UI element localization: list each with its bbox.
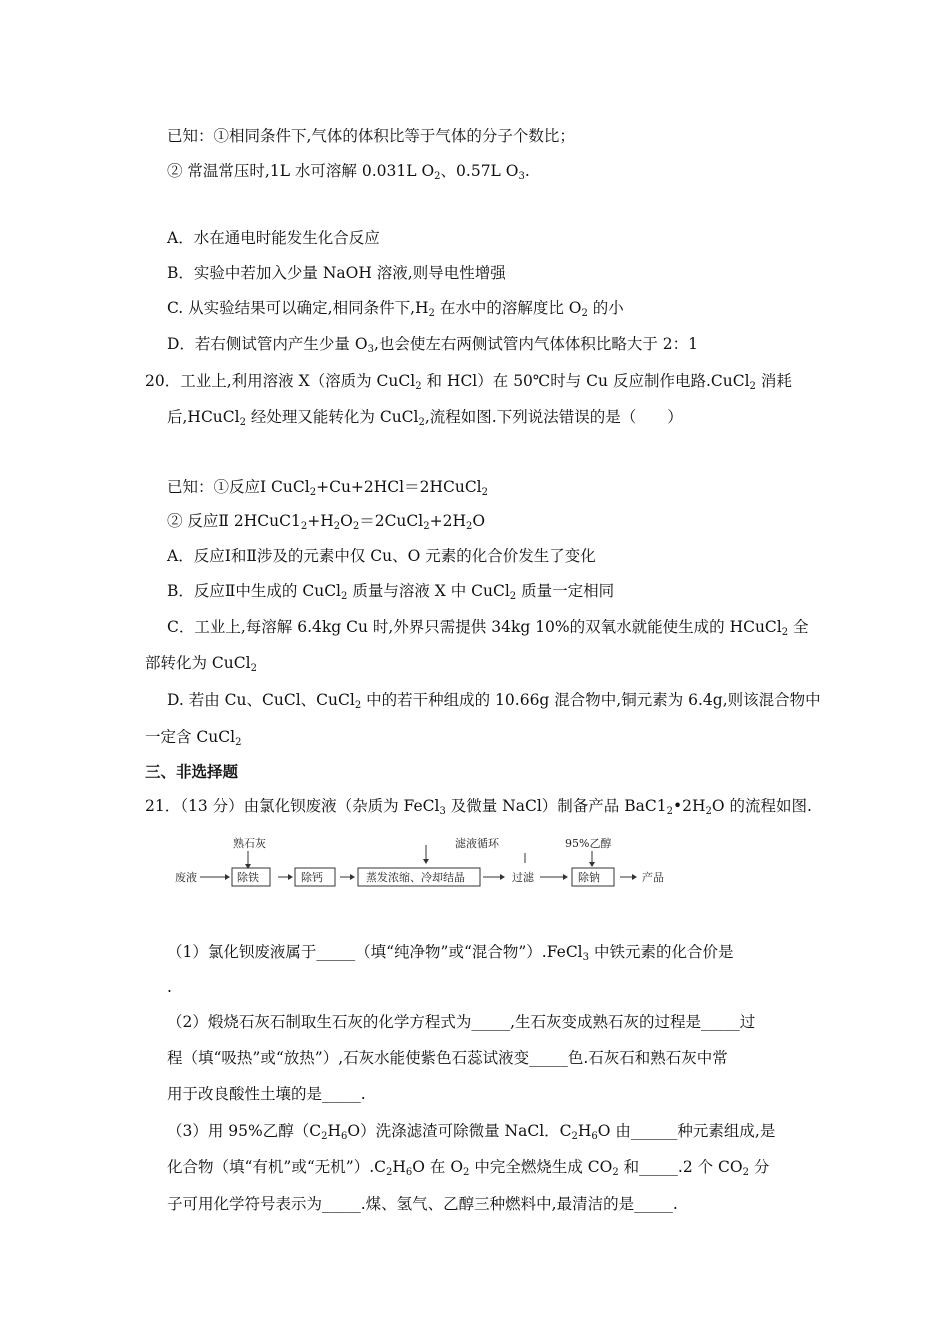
flow-step-4: 过滤 (512, 871, 534, 884)
q20-known-1: 已知：①反应Ⅰ CuCl$_2$+Cu+2HCl＝2HCuCl$_2$ (167, 478, 489, 498)
q19-option-a: A．水在通电时能发生化合反应 (167, 229, 380, 247)
flow-step-5: 除钠 (578, 871, 600, 884)
q21-part-3-line-2: 化合物（填“有机”或“无机$”).C_2H_6O$ 在 $O_2$ 中完全燃烧生成 $CO_2$ 和_____.2 个 $CO_2$ 分 (167, 1158, 770, 1178)
q21-part-2-line-2: 程（填“吸热”或“放热”）,石灰水能使紫色石蕊试液变_____色.石灰石和熟石灰中常 (167, 1049, 728, 1067)
q20-stem-line-1: 20．工业上,利用溶液 X（溶质为 CuCl$_2$ 和 HCl）在 50℃时与 Cu 反应制作电路.CuCl$_2$ 消耗 (145, 372, 792, 392)
flow-step-3: 蒸发浓缩、冷却结晶 (366, 871, 465, 884)
q21-part-1-end: . (167, 978, 172, 996)
q21-part-2-line-1: （2）煅烧石灰石制取生石灰的化学方程式为_____,生石灰变成熟石灰的过程是_____过 (167, 1013, 756, 1031)
arrow-head-icon (225, 874, 230, 880)
q20-known-2: ② 反应Ⅱ $2HCuC1_2+H_2O_2=2CuCl_2+2H_2O$ (167, 512, 486, 532)
q19-option-c: C. 从实验结果可以确定,相同条件下$,H_2$ 在水中的溶解度比 $O_2$ 的小 (167, 299, 624, 319)
flow-step-2: 除钙 (301, 871, 323, 884)
arrow-head-icon (563, 874, 568, 880)
section-heading: 三、非选择题 (145, 763, 239, 781)
flow-step-1: 除铁 (237, 871, 259, 884)
arrow-head-icon (589, 862, 595, 867)
q20-option-c-line-1: C．工业上,每溶解 6.4kg Cu 时,外界只需提供 34kg 10%的双氧水就能使生成的 HCuCl$_2$ 全 (167, 618, 809, 638)
q20-option-c-line-2: 部转化为 CuCl$_2$ (145, 654, 257, 674)
q19-known-1: 已知：①相同条件下,气体的体积比等于气体的分子个数比； (167, 127, 575, 145)
process-flow-diagram (170, 833, 690, 893)
q20-option-d-line-1: D. 若由 Cu、CuCl、CuCl$_2$ 中的若干种组成的 10.66g 混合物中,铜元素为 6.4g,则该混合物中 (167, 691, 821, 711)
q20-stem-line-2: 后,HCuCl$_2$ 经处理又能转化为 CuCl$_2$,流程如图.下列说法错误的是（ ） (167, 408, 683, 428)
q21-part-3-line-3: 子可用化学符号表示为_____.煤、氢气、乙醇三种燃料中,最清洁的是_____. (167, 1195, 678, 1213)
q21-part-1: （1）氯化钡废液属于_____（填“纯净物”或“混合物”）.FeCl$_3$ 中铁元素的化合价是 (167, 943, 734, 963)
arrow-head-icon (423, 859, 429, 864)
flow-reagent-2: 95%乙醇 (565, 837, 612, 850)
q19-option-b: B．实验中若加入少量 NaOH 溶液,则导电性增强 (167, 264, 506, 282)
flow-reagent-1: 熟石灰 (233, 837, 266, 850)
q21-stem: 21．（13 分）由氯化钡废液（杂质为 FeCl$_3$ 及微量 NaCl）制备产品 $BaC1_2•2H_2O$ 的流程如图. (145, 797, 812, 817)
q21-part-3-line-1: （3）用 95%乙醇$(C_2H_6O)$洗涤滤渣可除微量 NaCl．$C_2H_6O$ 由______种元素组成,是 (167, 1122, 776, 1142)
flow-recycle-label: 滤液循环 (455, 837, 499, 850)
q20-option-d-line-2: 一定含 CuCl$_2$ (145, 728, 242, 748)
arrow-head-icon (632, 874, 637, 880)
q20-option-b: B．反应Ⅱ中生成的 CuCl$_2$ 质量与溶液 X 中 CuCl$_2$ 质量一定相同 (167, 582, 615, 602)
q19-known-2: ② 常温常压时,1L 水可溶解 0.031L $O_2$、0.57L $O_3$. (167, 162, 530, 182)
q19-option-d: D．若右侧试管内产生少量 $O_3$,也会使左右两侧试管内气体体积比略大于 2：1 (167, 335, 699, 355)
flow-output-label: 产品 (642, 871, 664, 884)
arrow-head-icon (288, 874, 293, 880)
q21-part-2-line-3: 用于改良酸性土壤的是_____. (167, 1085, 366, 1103)
q20-option-a: A．反应Ⅰ和Ⅱ涉及的元素中仅 Cu、O 元素的化合价发生了变化 (167, 547, 596, 565)
arrow-head-icon (350, 874, 355, 880)
flow-input-label: 废液 (175, 871, 197, 884)
arrow-head-icon (500, 874, 505, 880)
